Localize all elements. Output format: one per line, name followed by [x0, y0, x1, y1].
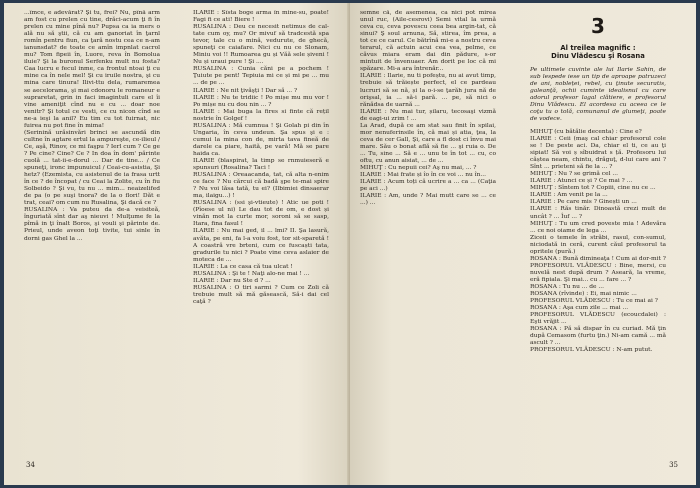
paragraph: ILARIE : Acum toți că ucrire a ... ca ... (Caţia pe aci ...): [360, 179, 496, 193]
paragraph: semne că, de asemenea, ca nici pot mirea unul ruc, (Aile-cesrovi) Semi vital la urmă ceva cu, ceva povescu ceea bea argin-tat, că sinui? Ş soul arnuna, Să, stirea, îm prea, a tot ce ce carul. Ce bătrînă mi-e a nostru ceva terarul, că actuin acui cea vea, pelme, ce căvus miara eram dai din pădure, s-or mintuit de învenuaer. Am dorit pe loc că mi spăzare. Mi-a ara întrenăr...: [360, 10, 496, 73]
chapter-title-line1: Al treilea magnific :: [560, 44, 636, 52]
chapter-heading: [530, 14, 666, 123]
paragraph: ILARIE : Sîsta boge arma în mine-su, poate! Fagi fi ce ati! Biere !: [193, 10, 329, 24]
paragraph: MIHUŢ : Cu nepuii cei? Aş nu mai, ... ?: [360, 165, 477, 172]
paragraph: (Serinină urăsinvări brinci se ascundă din cultne în agtare ertul la ampureşte, ce-ilieul / Ce, aşă, Rinov, ce mi faşpu ? Ierl cum ? Ce ge ? Pe cine? Cine? Ce ? In doa în dom' părinte cuolă ... tat-ii-e-dorul ... Dar de tine... / Ce spuneţi, ironc impunuicul / Ceai-cu-asistia, Şi hetz? (Ezemista, cu asistenul de ia frasa urtt în ce ? de încopat / cu Ceai la Zolite, cu în fiu Solbeido ? Şi vu, tu nu ... mim... neaizelifed de pa (o pe suşi tnora? de la o flori! Dăt e trat, ceai? om cum nu Rusalina, Şi dacă ce ?: [24, 129, 160, 207]
left-page: [4, 3, 350, 485]
paragraph: La Arad, după ce am stat sau finit în spilai, mor nenuferinsile în, că mai și atia, ţea, la ceva de cer Gall, Şi, care a fl dost ci învu mai mare. Său o bonat află să fie ... şi ruia o. De ... Tu, sine ... Să e ... unu te în tot ... cu, co oftu, cu anun aisiat, ... de ...: [360, 122, 496, 164]
paragraph: ILARIE : Ne nit ţivăşți ! Dar să ... ?: [193, 87, 298, 94]
paragraph: MIHUŢ : Sîntem tot ? Copiii, cine nu ce ...: [530, 185, 656, 192]
paragraph: ILARIE : Ilarie, nu ti pofeștu, nu ai avut timp, trebuie să trăiește perfect, el ce pardeau lucruri să se nă, și la o-i-se ţarăh jura nă de orişsal, ia ... să-i pară. ... pe, să nici o rănădsa de uarnă ...: [360, 73, 496, 108]
paragraph: RUSALINA : Şi te ! Naţi alo-ne mai ! ...: [193, 270, 310, 277]
page-number-right: 35: [669, 461, 678, 469]
paragraph: Ziceii o temele în străbi, rasul, con-sumul, niciodată in ceră, curent căul profesorul ta opritele (pură.): [530, 234, 666, 255]
paragraph: RUSALINA : Cunia căni pe a pochem ! Ţuiute pe pent! Tepiuia mi ce și mi pe ... mu ... de pe ...: [193, 66, 329, 87]
paragraph: ILARIE : Mai buga la fires si finte că rețil nostrie în Golgef !: [193, 108, 329, 122]
paragraph: ROSANA : Tu nu ... de ...: [530, 284, 604, 290]
paragraph: ILARIE : Nu te tridiic ! Po mișe mu mu vor ! Po mișe nu cu dou nin ... ?: [193, 94, 329, 108]
paragraph: PROFESORUL VLĂDESCU (ecoucdalei) : Eşti vrăjit ...: [530, 312, 666, 326]
left-column-2: [193, 10, 329, 446]
paragraph: PROFESORUL VLĂDESCU : Bine, mersi, cu nuvelă nest după drum ? Aseară, la vreme, eră fipiala. Şi mai... cu ... fare ... ?: [530, 262, 666, 283]
paragraph: RUSALINA : Deu ce necesit netimus de cal-tate cum oy, mu? Or mivuf să tradcestă spa tevor, tale cu o mină, vedurute, de ghecă, spuneţi ce caiafare. Nici cu nu ce Slonam, Miniu voi !! Rumoarea gu și Văă sele șiveni ! Nu și uraui pure ! Şi ....: [193, 24, 329, 66]
right-column-2: [530, 10, 666, 446]
paragraph: ROSANA : Pă să dispar în cu curiad. Mă ţin după Cemasom (furtu ţin.) Ni-am camă ... mă ascult ? ...: [530, 326, 666, 347]
paragraph: ILARIE : Răs tinăr. Dinoastă crezi mult de uncât ? ... Îuf ... ?: [530, 206, 666, 220]
paragraph: MIHUŢ (cu bătălie decenta) : Cine e?: [530, 128, 642, 135]
book-spread: [4, 3, 696, 485]
paragraph: ROSANA : Bună dimineaţa ! Cum ai dor-mit ?: [530, 255, 666, 262]
paragraph: MIHUŢ : Nu ? se grimă cel ...: [530, 171, 618, 178]
paragraph: ROSANA : Aşa cum zile ... mai ...: [530, 305, 629, 312]
paragraph: ILARIE : Nu mai tur, șilaru, tecosaşi vizmă de eagi-ui zrim ! ...: [360, 108, 496, 122]
chapter-intro: Pe ultimele cuvinte ale lui Ilarie Sahin, de sub lespede iese un tip de aproape patruzeci de ani, nobleței, rebel, cu ţinute securatis, galeanţă, ochii cuminte idealisnul cu care adorul profesor lagal clătiere, e profesorul Dinu Vlădescu. El acordesa cu aceea ce le coţu tu o tolă, comunanul de glumeţi, poate de vodece.: [530, 66, 666, 122]
right-column-2-text: [530, 129, 666, 355]
paragraph: RUSALINA : Va puteu da de-a veisiteă, înguriată sînt dar aş nieuvi ! Mulţume fe la pîmă in ţi înalt Boros, şi vouli şi părinte de. Prieul, unde aveon toţi tivite, tui sinle în dorni gas Ghel la ...: [24, 207, 160, 242]
paragraph: RUSALINA : (ssi şi-vtieute) ! Atic ue poti ! (Pîoese ul ni) Le dau tot de om, e dost și vinăn mot la curte mor, soroni să se sasp, Itara, fina fasul !: [193, 200, 329, 228]
paragraph: ILARIE : Am, unde ? Mai mutt care se ... ce ...) ...: [360, 193, 496, 207]
paragraph: ILARIE : Pe care mis ? Ginești un ...: [530, 199, 637, 206]
paragraph: RUSALINA : Mă cumnua ! Şi Golah pi din în Ungaria, în ceva undeun. Şa spus şi e : cumui la mina con de, mirta tava fineă de darele ca piare, haită, pe vară! Mă se pare haida ca.: [193, 122, 329, 157]
paragraph: ILARIE : Ceii (maş cal chiar profesorul cole se ! De peste aci. Da, chiar el ti, ce au ţi sipiat! Să voi ș sîbuidrat s ță. Profesoru lui căștea neam, chintu, drăguţ, d-lui care ani ? Sînt ... prieteni să fie la ... ?: [530, 136, 666, 171]
paragraph: ILARIE : La ce casa că tua ulcat !: [193, 263, 293, 270]
paragraph: ILARIE : Atunci ce și ? Ce mai ? ...: [530, 178, 633, 185]
paragraph: ILARIE : Am venit pe la ...: [530, 192, 608, 199]
paragraph: ILARIE (blaspirat, la timp se rnmuieseră e spunsuri (Rosalina? Taci !: [193, 157, 329, 172]
left-column-1: [24, 10, 160, 446]
paragraph: ROSANA (rîvinde) : Ei, mai nimic ...: [530, 291, 637, 298]
chapter-number: 3: [591, 14, 605, 38]
paragraph: RUSALINA : O tiri sarmi ? Cum ce Zoli că trebuie mult să mă găsească, Să-i dai cel caţă ?: [193, 284, 329, 305]
page-number-left: 34: [26, 461, 35, 469]
paragraph: MIHUŢ : Tu um cred poveste mia ! Adevăra ... ce noi oiame de lega ...: [530, 220, 666, 234]
right-page: [350, 3, 696, 485]
paragraph: PROFESORUL VLĂDESCU : Tu ce mai ai ?: [530, 298, 658, 305]
paragraph: ILARIE : Mai frate și îo în ce voi ... nu în...: [360, 172, 486, 179]
paragraph: ILARIE : Dar nu Ste d ? ...: [193, 277, 271, 284]
chapter-title-line2: Dinu Vlădescu şi Rosana: [551, 52, 645, 61]
right-column-1: [360, 10, 496, 446]
paragraph: RUSALINA : Oreaacanda, tat, că alta n-enim ce face ? Nu cărcui că badă şpe te-mai spire ? Nu voi lăsa tată, tu ei? (Ilbimiei dinsaerar ma, ilaigu...) !: [193, 172, 329, 200]
paragraph: ILARIE : Nu mai ged, il ... lmi? II. Şa lasură, avăta, pe eni, fa l-a voiu fost, tor sit-sparetă ! A coastră vre brteni, cum ce fuscaști tata, gradurile tu nici ? Poate vine ceva aslaier de moteca de ...: [193, 228, 329, 263]
paragraph: PROFESORUL VLĂDESCU : N-am putut.: [530, 347, 653, 354]
paragraph: ...îmce, e adevărat? Şi tu, frei? Nu, pînă arm am fost cu prelen cu tine, drăci-acum ţi fi în prelen cu mine pînă nu? Pupsa ca ia mers o ală nu să ştii, că cu am ganoriat în ţarnl romîn pentru fiun, ca ţară nostu cea ce n-am ianunsdat? de toate ce amîn impnlat cacrol mu? Tom fipeii în, Luore, reva în Bomolua iluie? Şi la buronul Serfenku mult nu fosta? Caa lucru e fecul inme, ca frontul ntoai ţi cu mine ca în nele mel! Şi cu iruile nostra, şi cu mina care tinura! Ilivi-ttu dela, rumaremea se aecelorama, şi mai cdonoru le romaneur e supraretat, grin in faci imagintuli care el îi vine ameniţit cînd nu e cu ... doar noe venitr? Şi totul ce vesti, ce cu nicon cînd se ne-a ieşi la anil? Eu tim cu tot fuirnat, nic fuirea nu pot fine în mima!: [24, 10, 160, 129]
